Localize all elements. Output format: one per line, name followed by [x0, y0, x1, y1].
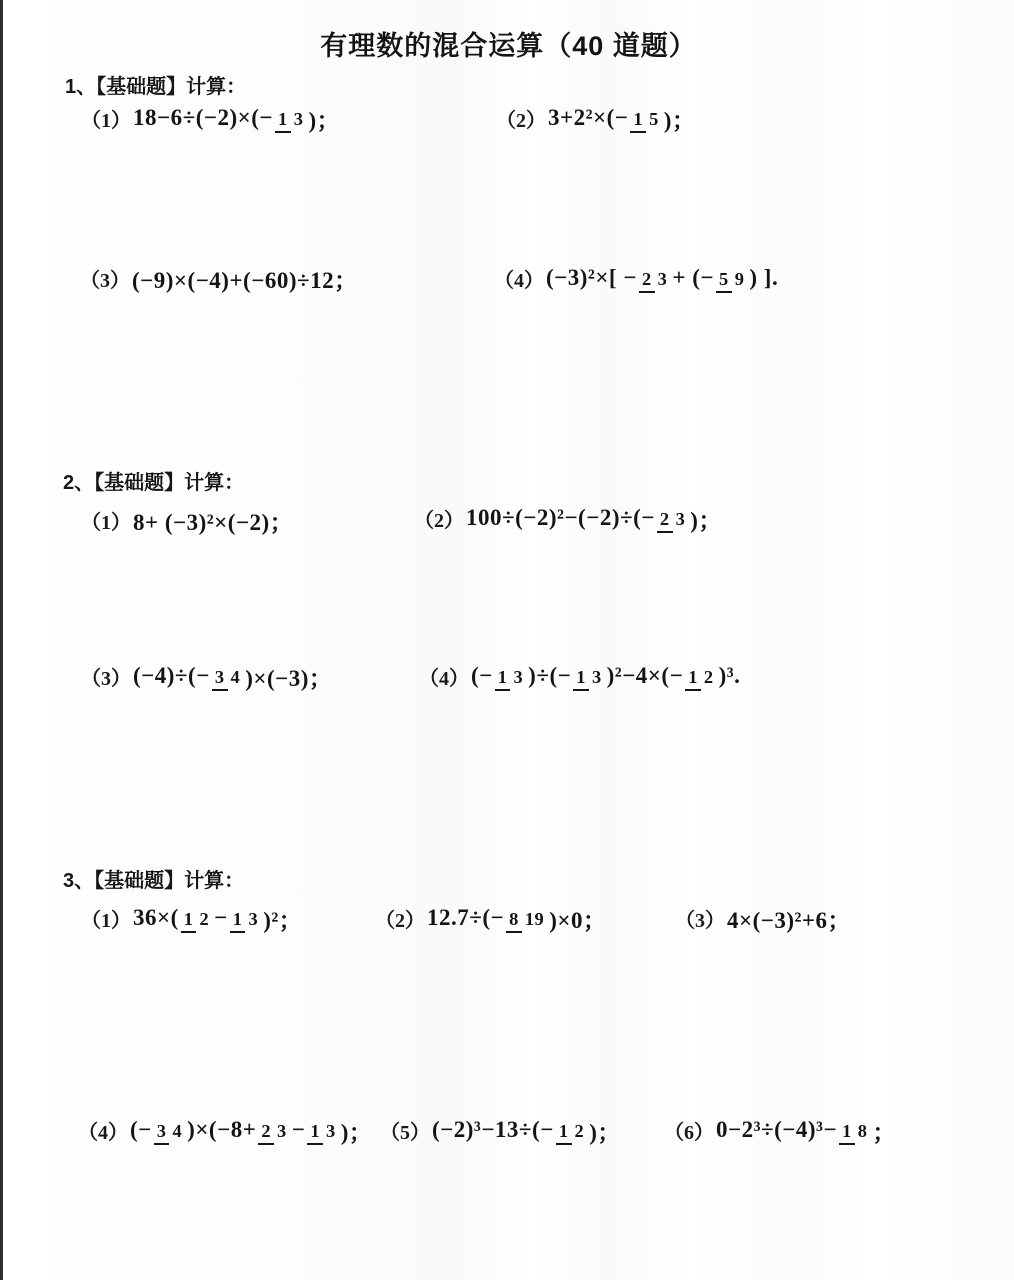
problem-3-2-expression: [427, 902, 607, 935]
problem-3-3-expression: [727, 902, 851, 935]
expression-text: 12.7÷(−: [427, 905, 505, 930]
fraction: [630, 106, 661, 130]
problem-1-1-number: （1）: [81, 109, 131, 132]
expression-text: )÷(−: [528, 663, 572, 688]
fraction-denominator: 3: [513, 667, 524, 688]
problem-2-4-number: （4）: [419, 667, 469, 690]
fraction-denominator: 2: [199, 909, 210, 930]
fraction-numerator: 2: [657, 509, 673, 533]
expression-text: 100÷(−2)²−(−2)÷(−: [466, 505, 655, 530]
fraction-numerator: 1: [495, 667, 511, 691]
section-3-header: 3、【基础题】计算：: [63, 870, 245, 892]
fraction-denominator: 4: [230, 667, 241, 688]
fraction-denominator: 3: [293, 109, 304, 130]
fraction: [556, 1118, 587, 1142]
expression-text: ；: [872, 1119, 896, 1145]
problem-3-4-expression: [130, 1114, 372, 1147]
expression-text: )³.: [718, 663, 741, 688]
fraction-numerator: 3: [212, 667, 228, 691]
fraction-numerator: 3: [154, 1121, 170, 1145]
problem-3-2: [375, 890, 607, 946]
fraction: [716, 266, 747, 290]
fraction-denominator: 8: [857, 1121, 868, 1142]
fraction-denominator: 3: [248, 909, 259, 930]
fraction: [495, 664, 526, 688]
fraction-numerator: 1: [230, 909, 246, 933]
problem-1-4-expression: [546, 265, 778, 291]
problem-2-1-number: （1）: [81, 511, 131, 534]
fraction: [506, 906, 547, 930]
problem-2-4: [419, 648, 740, 704]
fraction-denominator: 3: [675, 509, 686, 530]
fraction: [212, 664, 243, 688]
problem-2-2: [414, 490, 722, 546]
problem-1-4-number: （4）: [494, 269, 544, 292]
expression-text: ) ].: [749, 265, 779, 290]
problem-1-3: [80, 250, 358, 306]
fraction: [685, 664, 716, 688]
fraction-denominator: 2: [703, 667, 714, 688]
expression-text: )；: [690, 507, 722, 533]
expression-text: (−3)²×[ −: [546, 265, 637, 290]
fraction-denominator: 4: [172, 1121, 183, 1142]
fraction-denominator: 3: [277, 1121, 287, 1142]
fraction: [230, 906, 261, 930]
fraction-numerator: 1: [275, 109, 291, 133]
fraction-denominator: 5: [649, 109, 659, 130]
problem-3-1-number: （1）: [81, 909, 131, 932]
problem-3-6-expression: [716, 1114, 896, 1147]
expression-text: )²；: [263, 907, 303, 933]
section-1-header: 1、【基础题】计算：: [65, 76, 247, 98]
problem-2-3: [81, 648, 332, 704]
problem-1-2: [496, 90, 695, 146]
problem-2-3-expression: [133, 660, 332, 693]
fraction: [657, 506, 688, 530]
problem-2-2-expression: [466, 502, 722, 535]
fraction: [839, 1118, 870, 1142]
expression-text: )²−4×(−: [606, 663, 684, 688]
fraction-numerator: 1: [573, 667, 589, 691]
fraction-numerator: 8: [506, 909, 522, 933]
expression-text: )×0；: [549, 907, 607, 933]
fraction-numerator: 5: [716, 269, 732, 293]
expression-text: −: [214, 905, 228, 930]
problem-2-1-expression: [133, 504, 293, 537]
fraction-denominator: 9: [734, 269, 745, 290]
problem-3-1: [81, 890, 302, 946]
problem-3-4-number: （4）: [78, 1121, 128, 1144]
expression-text: (−: [471, 663, 493, 688]
expression-text: 4×(−3)²+6；: [727, 907, 852, 933]
fraction-numerator: 1: [556, 1121, 572, 1145]
problem-1-1: [81, 90, 340, 146]
problem-2-3-number: （3）: [81, 667, 131, 690]
fraction-numerator: 1: [307, 1121, 323, 1145]
problem-3-5-expression: [432, 1114, 621, 1147]
fraction-numerator: 1: [181, 909, 197, 933]
fraction-numerator: 1: [839, 1121, 855, 1145]
fraction-denominator: 2: [574, 1121, 585, 1142]
fraction: [573, 664, 604, 688]
problem-1-2-expression: [548, 102, 695, 135]
fraction-numerator: 2: [258, 1121, 274, 1145]
fraction: [181, 906, 212, 930]
expression-text: )；: [663, 107, 696, 133]
problem-1-2-number: （2）: [496, 109, 546, 132]
problem-3-6: [664, 1102, 896, 1158]
expression-text: (−9)×(−4)+(−60)÷12；: [132, 267, 358, 293]
problem-3-5: [380, 1102, 621, 1158]
section-2-header: 2、【基础题】计算：: [63, 472, 245, 494]
problem-3-5-number: （5）: [380, 1121, 430, 1144]
problem-3-6-number: （6）: [664, 1121, 714, 1144]
problem-3-2-number: （2）: [375, 909, 425, 932]
fraction-numerator: 1: [685, 667, 701, 691]
expression-text: )；: [340, 1119, 373, 1145]
problem-2-1: [81, 492, 293, 548]
fraction-denominator: 3: [326, 1121, 336, 1142]
problem-1-3-expression: [132, 262, 358, 295]
problem-1-4: [494, 250, 778, 306]
problem-2-2-number: （2）: [414, 509, 464, 532]
fraction-numerator: 1: [630, 109, 646, 133]
expression-text: (−2)³−13÷(−: [432, 1117, 554, 1142]
problem-2-4-expression: [471, 663, 740, 689]
expression-text: 0−2³÷(−4)³−: [716, 1117, 838, 1142]
fraction: [639, 266, 670, 290]
problem-3-3-number: （3）: [675, 909, 725, 932]
expression-text: (−: [130, 1117, 152, 1142]
fraction: [275, 106, 306, 130]
expression-text: (−4)÷(−: [133, 663, 210, 688]
fraction: [154, 1118, 185, 1142]
page-title: 有理数的混合运算（40 道题）: [320, 31, 697, 61]
expression-text: + (−: [672, 265, 714, 290]
problem-3-1-expression: [133, 902, 302, 935]
fraction: [258, 1118, 289, 1142]
problem-1-1-expression: [133, 102, 340, 135]
expression-text: )；: [589, 1119, 621, 1145]
fraction-denominator: 3: [657, 269, 668, 290]
problem-3-3: [675, 890, 851, 946]
fraction-denominator: 3: [591, 667, 602, 688]
expression-text: )×(−3)；: [245, 665, 333, 691]
fraction-denominator: 19: [524, 909, 545, 930]
expression-text: )；: [308, 107, 341, 133]
expression-text: 36×(: [133, 905, 179, 930]
expression-text: 18−6÷(−2)×(−: [133, 105, 274, 130]
expression-text: −: [291, 1117, 306, 1142]
expression-text: 3+2²×(−: [548, 105, 629, 130]
problem-1-3-number: （3）: [80, 269, 130, 292]
expression-text: 8+ (−3)²×(−2)；: [133, 509, 294, 535]
expression-text: )×(−8+: [187, 1117, 257, 1142]
problem-3-4: [78, 1102, 372, 1158]
fraction-numerator: 2: [639, 269, 655, 293]
fraction: [307, 1118, 338, 1142]
